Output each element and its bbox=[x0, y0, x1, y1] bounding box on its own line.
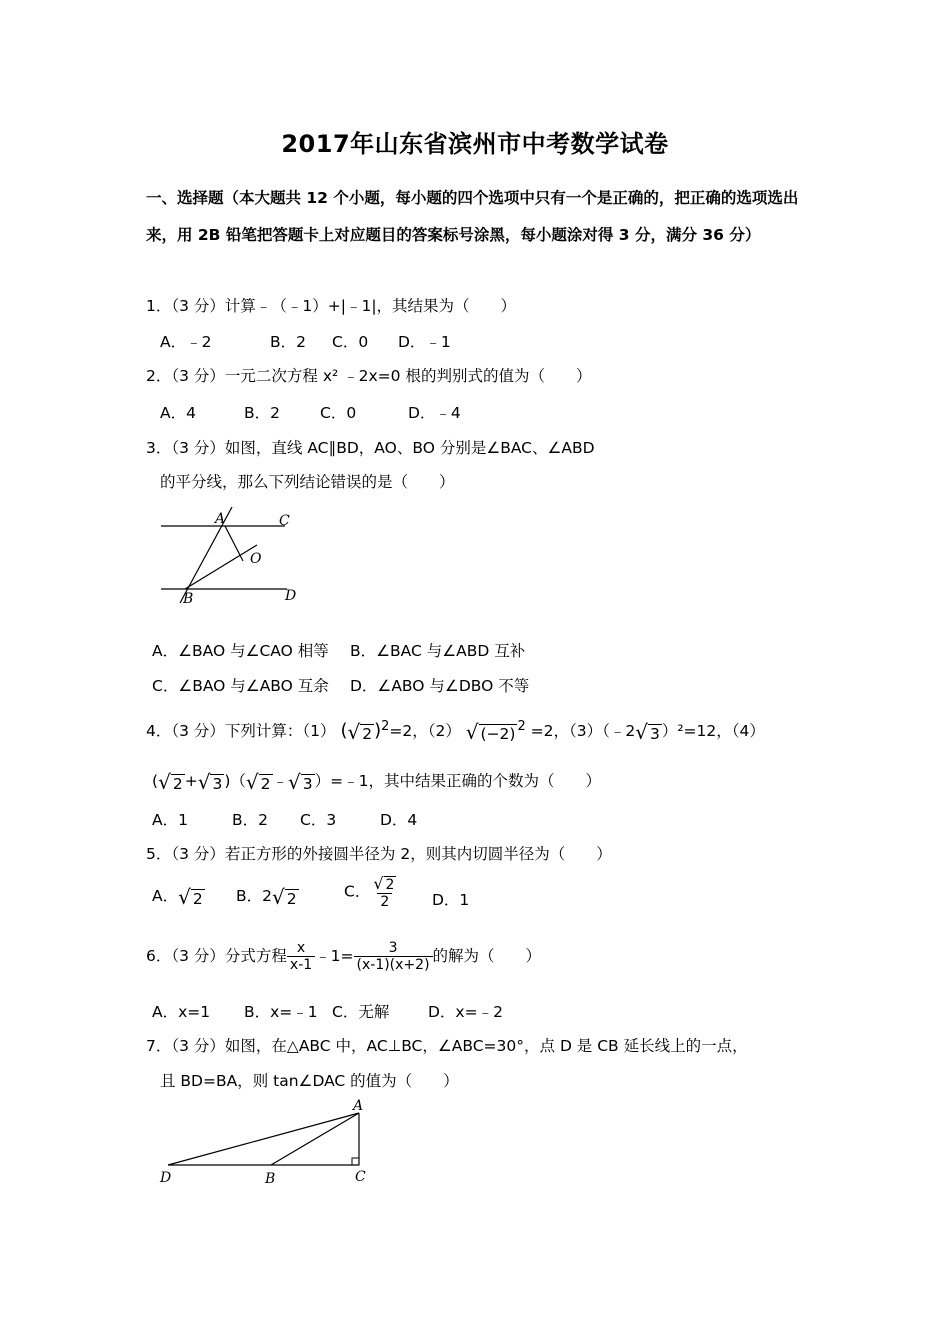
q5-option-b: B．2√ 2 bbox=[236, 884, 297, 909]
q6-option-a: A．x=1 bbox=[152, 1003, 211, 1021]
q1-option-b: B．2 bbox=[270, 333, 306, 351]
q7-figure bbox=[155, 1095, 385, 1190]
q3-figure bbox=[155, 505, 315, 610]
segment-ba bbox=[271, 1113, 359, 1165]
question-6-stem: 6．（3 分）分式方程 $\frac{x}{x-1}$ ﹣1= $\frac{3}{(x-1)(x+2)}$ 的解为（ ） bbox=[146, 940, 542, 973]
q4-part3-tail: ）²=12，（4） bbox=[661, 722, 765, 741]
q1-option-d: D．﹣1 bbox=[398, 333, 451, 351]
q4-sqrt-4a: √ 2 bbox=[158, 769, 183, 794]
question-2-stem: 2．（3 分）一元二次方程 x² ﹣2x=0 根的判别式的值为（ ） bbox=[146, 367, 592, 385]
q4-sqrt-4d: √ 3 bbox=[288, 769, 313, 794]
question-5-stem: 5．（3 分）若正方形的外接圆半径为 2，则其内切圆半径为（ ） bbox=[146, 845, 612, 863]
q4-part2-tail: =2，（3）（﹣2 bbox=[530, 722, 636, 741]
question-7-stem-line1: 7．（3 分）如图，在△ABC 中，AC⊥BC，∠ABC=30°，点 D 是 CB 延长线上的一点， bbox=[146, 1037, 748, 1055]
q5-option-a: A．√ 2 bbox=[152, 884, 203, 909]
question-3-stem-line2: 的平分线，那么下列结论错误的是（ ） bbox=[160, 473, 455, 491]
question-4-line2: (√ 2 +√ 3 )（√ 2 ﹣√ 3 ）=﹣1，其中结果正确的个数为（ ） bbox=[152, 769, 601, 794]
q4-sqrt-3: √ 3 bbox=[635, 719, 660, 744]
label-c: C bbox=[279, 513, 290, 529]
label-o: O bbox=[250, 551, 262, 567]
q3-option-a: A．∠BAO 与∠CAO 相等 bbox=[152, 642, 329, 660]
q6-option-c: C．无解 bbox=[332, 1003, 390, 1021]
q4-option-d: D．4 bbox=[380, 811, 418, 829]
q4-option-b: B．2 bbox=[232, 811, 268, 829]
q6-fraction-2: $\frac{3}{(x-1)(x+2)}$ bbox=[354, 940, 433, 973]
q6-option-b: B．x=﹣1 bbox=[244, 1003, 318, 1021]
label-d: D bbox=[285, 588, 297, 604]
q6-fraction-1: $\frac{x}{x-1}$ bbox=[287, 940, 315, 973]
label-c: C bbox=[355, 1169, 366, 1185]
q2-option-b: B．2 bbox=[244, 404, 280, 422]
section-heading: 一、选择题（本大题共 12 个小题，每小题的四个选项中只有一个是正确的，把正确的选项选出来，用 2B 铅笔把答题卡上对应题目的答案标号涂黑，每小题涂对得 3 分，满分 36 分） bbox=[146, 189, 799, 244]
q4-sqrt-1: √ 2 bbox=[347, 719, 373, 744]
q1-option-a: A．﹣2 bbox=[160, 333, 212, 351]
q5-option-d: D．1 bbox=[432, 891, 470, 909]
q4-sqrt-4c: √ 2 bbox=[245, 769, 271, 794]
question-4-line1: 4．（3 分）下列计算：（1） (√ 2 )$^2$=2，（2） √ (−2) $^2$ =2，（3）（﹣2√ 3 ）²=12，（4） bbox=[146, 719, 765, 744]
question-1-stem: 1．（3 分）计算﹣（﹣1）+|﹣1|，其结果为（ ） bbox=[146, 297, 517, 315]
right-angle-mark bbox=[352, 1158, 359, 1165]
label-b: B bbox=[183, 591, 194, 607]
q6-option-d: D．x=﹣2 bbox=[428, 1003, 503, 1021]
q4-sqrt-4b: √ 3 bbox=[197, 769, 223, 794]
q4-lead: 4．（3 分）下列计算：（1） bbox=[146, 722, 336, 741]
label-a: A bbox=[353, 1098, 364, 1114]
q2-option-a: A．4 bbox=[160, 404, 196, 422]
question-7-stem-line2: 且 BD=BA，则 tan∠DAC 的值为（ ） bbox=[160, 1072, 459, 1090]
q2-option-d: D．﹣4 bbox=[408, 404, 461, 422]
q2-option-c: C．0 bbox=[320, 404, 357, 422]
q4-option-a: A．1 bbox=[152, 811, 188, 829]
q4-sqrt-2: √ (−2) bbox=[465, 719, 516, 744]
question-3-stem-line1: 3．（3 分）如图，直线 AC∥BD，AO、BO 分别是∠BAC、∠ABD bbox=[146, 439, 595, 457]
page-title: 2017年山东省滨州市中考数学试卷 bbox=[281, 130, 669, 158]
label-b: B bbox=[265, 1171, 276, 1187]
q3-option-d: D．∠ABO 与∠DBO 不等 bbox=[350, 677, 530, 695]
label-d: D bbox=[160, 1170, 172, 1186]
q5-option-c: C． $\frac{√ 2}{2}$ bbox=[344, 874, 395, 910]
q3-option-c: C．∠BAO 与∠ABO 互余 bbox=[152, 677, 329, 695]
segment-da bbox=[168, 1113, 359, 1165]
q3-option-b: B．∠BAC 与∠ABD 互补 bbox=[350, 642, 526, 660]
q1-option-c: C．0 bbox=[332, 333, 369, 351]
q4-line2-tail: ）=﹣1，其中结果正确的个数为（ ） bbox=[314, 772, 601, 790]
line-bo bbox=[185, 545, 257, 589]
q4-part1-tail: =2，（2） bbox=[389, 722, 461, 741]
q4-option-c: C．3 bbox=[300, 811, 337, 829]
label-a: A bbox=[215, 511, 226, 527]
